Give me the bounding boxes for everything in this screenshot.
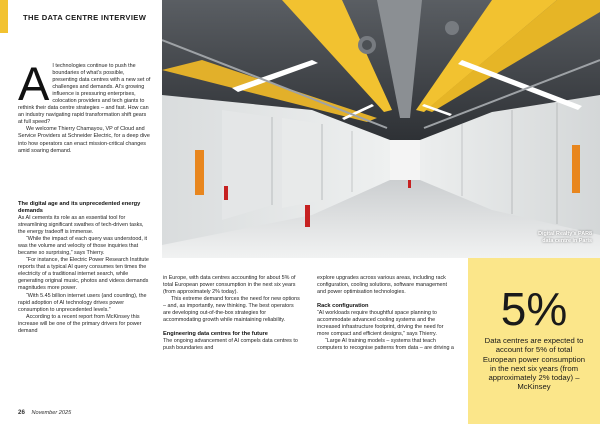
accent-bar: [0, 0, 8, 33]
issue-date: November 2025: [31, 410, 72, 416]
spacer: [163, 324, 303, 331]
intro-paragraph: I technologies continue to push the boundaries of what’s possible, presenting data centres with a new set of challenges and demands. AI’s growing influence is pressuring enterprises, colocation providers and tech giants to rethink their data centre strategies – and fast. How can an industry navigating rapid transformation shift gears at full speed?: [18, 63, 151, 126]
body-paragraph: in Europe, with data centres accounting for about 5% of total European power consumption in the next six years (from approximately 2% today).: [163, 275, 296, 296]
body-paragraph: “Large AI training models – systems that teach computers to recognise patterns from data – are driving a: [317, 338, 454, 352]
drop-cap: A: [18, 57, 50, 110]
intro-text: [18, 57, 151, 155]
column-1: [18, 201, 151, 335]
body-paragraph: explore upgrades across various areas, including rack configuration, cooling solutions, software management and power optimisation technologies.: [317, 275, 448, 296]
pull-quote-text: Data centres are expected to account for 5% of total European power consumption in the next six years (from approximately 2% today) – McKinsey: [482, 336, 586, 392]
column-3: [317, 275, 455, 352]
body-paragraph: As AI cements its role as an essential tool for streamlining significant swathes of tech-driven tasks, the energy tradeoff is immense.: [18, 215, 144, 236]
pull-quote-box: [468, 258, 600, 424]
data-centre-photo: [162, 0, 600, 258]
column-2: [163, 275, 303, 352]
body-paragraph: “While the impact of each query was understood, it was the volume and velocity of those inquiries that became so surprising,” says Thierry.: [18, 236, 148, 257]
pull-quote-number: 5%: [500, 283, 568, 335]
subheading: The digital age and its unprecedented energy demands: [18, 201, 141, 214]
body-paragraph: The ongoing advancement of AI compels data centres to push boundaries and: [163, 338, 298, 352]
body-paragraph: This extreme demand forces the need for new options – and, as importantly, new thinking. The best operators are developing out-of-the-box strategies for accommodating growth while maintaining reliability.: [163, 296, 300, 324]
section-label: THE DATA CENTRE INTERVIEW: [23, 13, 147, 22]
subheading: Engineering data centres for the future: [163, 331, 268, 338]
body-paragraph: “For instance, the Electric Power Research Institute reports that a typical AI query consumes ten times the electricity of a traditional internet search, while generating original music, photos and videos demands magnitudes more power.: [18, 257, 149, 292]
body-paragraph: “With 5.45 billion internet users (and counting), the rapid adoption of AI technology drives power consumption to unprecedented levels.”: [18, 292, 147, 313]
subheading: Rack configuration: [317, 303, 369, 310]
photo-caption: Digital Realty’s PAR8 data centre in Paris: [538, 231, 592, 244]
body-paragraph: “AI workloads require thoughtful space planning to accommodate advanced cooling systems and the increased infrastructure footprint, driving the need for more compact and efficient designs,” says Thierry.: [317, 310, 444, 338]
spacer: [317, 296, 455, 303]
intro-paragraph: We welcome Thierry Chamayou, VP of Cloud and Service Providers at Schneider Electric, for a deep dive into how operators can enact mission-critical changes amid soaring demand.: [18, 126, 150, 154]
page-number: 26: [18, 409, 25, 416]
page-footer: [18, 409, 71, 416]
body-paragraph: According to a recent report from McKinsey this increase will be one of the primary drivers for power demand: [18, 313, 142, 334]
